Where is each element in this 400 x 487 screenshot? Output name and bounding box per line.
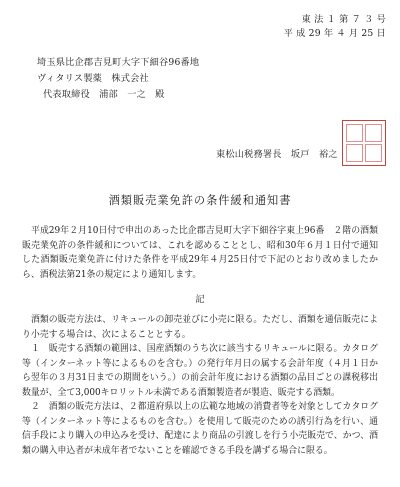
recipient-representative (43, 88, 171, 102)
representative-title: 代表取締役 (43, 89, 90, 100)
sender-office: 東松山税務署長 (216, 149, 282, 160)
document-number: 東 法 １ 第 ７ ３ 号 (301, 14, 386, 25)
document-date: 平 成 29 年 ４ 月 25 日 (283, 28, 386, 39)
body-intro-paragraph: 平成29年２月10日付で申出のあった比企郡吉見町大字下細谷字東上96番 ２階の酒類販売業免許の条件緩和については、これを認めることとし、昭和30年６月１日付で通知した酒類販売業免許に付けた条件を平成29年４月25日付で下記のとおり改めましたから、酒税法第21条の規定により通知します。 (22, 226, 378, 280)
honorific: 殿 (155, 89, 165, 100)
document-title: 酒類販売業免許の条件緩和通知書 (108, 194, 292, 207)
sender-line (216, 148, 344, 162)
conditions-section (22, 313, 378, 458)
recipient-address: 埼玉県比企郡吉見町大字下細谷96番地 (37, 57, 200, 68)
condition-item-1: １ 販売する酒類の範囲は、国産酒類のうち次に該当するリキュールに限る。カタログ等（インターネット等によるものを含む。）の発行年月日の属する会計年度（４月１日から翌年の３月31日までの期間をいう。）の前会計年度における酒類の品目ごとの課税移出数量が、全て3,000キロリットル未満である酒類製造者が製造、販売する酒類。 (22, 344, 378, 398)
ki-heading: 記 (195, 294, 205, 305)
official-seal-icon (342, 120, 386, 166)
sender-name: 坂戸 裕之 (290, 149, 338, 160)
representative-name: 浦部 一之 (99, 89, 146, 100)
recipient-company: ヴィタリス製薬 株式会社 (37, 73, 149, 84)
condition-item-2: ２ 酒類の販売方法は、２都道府県以上の広範な地域の消費者等を対象としてカタログ等（インターネット等によるものを含む。）を使用して販売のための誘引行為を行い、通信手段により購入の申込みを受け、配達により商品の引渡しを行う小売販売で、かつ、酒類の購入申込者が未成年者でないことを確認できる手段を講ずる場合に限る。 (22, 402, 378, 456)
condition-intro: 酒類の販売方法は、リキュールの卸売並びに小売に限る。ただし、酒類を通信販売により小売する場合は、次によることとする。 (22, 315, 378, 340)
